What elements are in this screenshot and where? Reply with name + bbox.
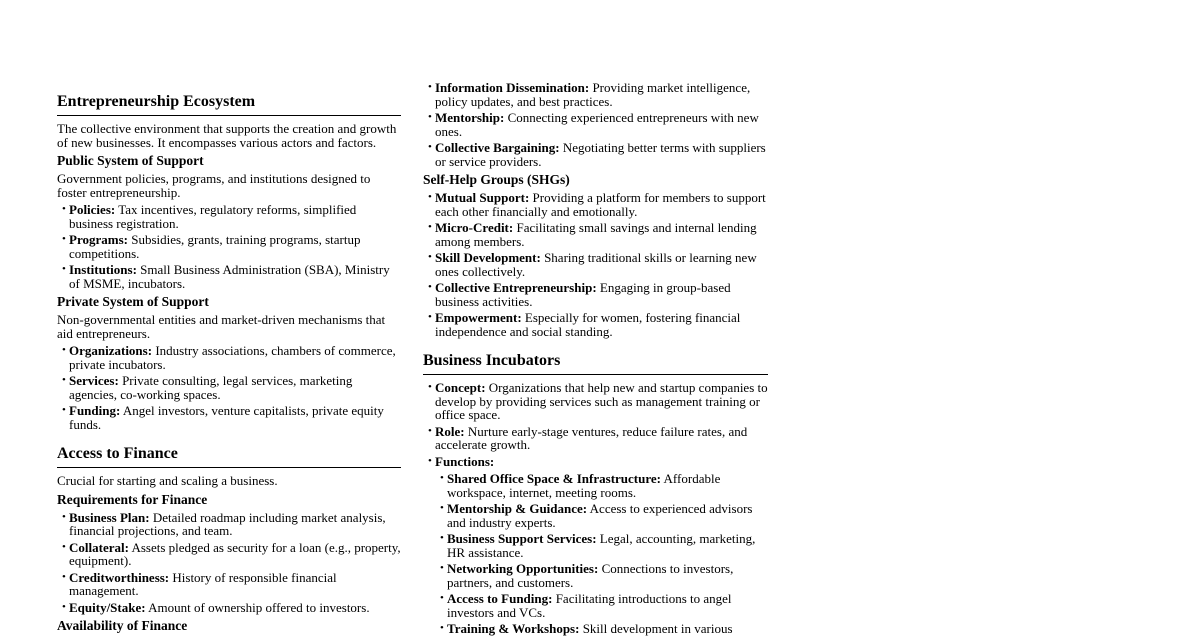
requirements-list xyxy=(57,511,401,615)
subsection-title-requirements: Requirements for Finance xyxy=(57,491,208,507)
list-item: • Creditworthiness: History of responsible financial management. xyxy=(57,571,401,598)
list-item: • Services: Private consulting, legal services, marketing agencies, co-working spaces. xyxy=(57,374,401,401)
list-item: • Funding: Angel investors, venture capitalists, private equity funds. xyxy=(57,404,401,431)
support-functions-list xyxy=(423,81,768,168)
list-item: • Institutions: Small Business Administration (SBA), Ministry of MSME, incubators. xyxy=(57,263,401,290)
section-title-finance: Access to Finance xyxy=(57,445,401,468)
middle-column xyxy=(423,81,768,640)
public-list xyxy=(57,203,401,290)
list-item: • Mentorship & Guidance: Access to experienced advisors and industry experts. xyxy=(435,502,768,529)
incubator-functions-list xyxy=(423,472,768,636)
incubators-list xyxy=(423,381,768,468)
list-item: • Access to Funding: Facilitating introductions to angel investors and VCs. xyxy=(435,592,768,619)
list-item: • Collective Bargaining: Negotiating better terms with suppliers or service providers. xyxy=(423,141,768,168)
list-item: • Role: Nurture early-stage ventures, reduce failure rates, and accelerate growth. xyxy=(423,425,768,452)
list-item: • Collateral: Assets pledged as security for a loan (e.g., property, equipment). xyxy=(57,541,401,568)
list-item: • Collective Entrepreneurship: Engaging in group-based business activities. xyxy=(423,281,768,308)
section-title-ecosystem: Entrepreneurship Ecosystem xyxy=(57,93,401,116)
list-item: • Business Support Services: Legal, accounting, marketing, HR assistance. xyxy=(435,532,768,559)
list-item: • Empowerment: Especially for women, fostering financial independence and social standing. xyxy=(423,311,768,338)
list-item: • Organizations: Industry associations, chambers of commerce, private incubators. xyxy=(57,344,401,371)
list-item: • Mentorship: Connecting experienced entrepreneurs with new ones. xyxy=(423,111,768,138)
subsection-title-private: Private System of Support xyxy=(57,294,209,309)
list-item: • Concept: Organizations that help new and startup companies to develop by providing services such as management training or office space. xyxy=(423,381,768,422)
list-item: • Networking Opportunities: Connections to investors, partners, and customers. xyxy=(435,562,768,589)
list-item: • Functions: xyxy=(423,455,768,469)
list-item: • Mutual Support: Providing a platform for members to support each other financially and emotionally. xyxy=(423,191,768,218)
section-title-incubators: Business Incubators xyxy=(423,352,768,375)
list-item: • Shared Office Space & Infrastructure: Affordable workspace, internet, meeting rooms. xyxy=(435,472,768,499)
subsection-title-availability: Availability of Finance xyxy=(57,618,188,633)
ecosystem-description: The collective environment that supports the creation and growth of new businesses. It encompasses various actors and factors. xyxy=(57,121,397,150)
private-description: Non-governmental entities and market-driven mechanisms that aid entrepreneurs. xyxy=(57,312,386,341)
list-item: • Information Dissemination: Providing market intelligence, policy updates, and best practices. xyxy=(423,81,768,108)
list-item: • Business Plan: Detailed roadmap including market analysis, financial projections, and team. xyxy=(57,511,401,538)
list-item: • Equity/Stake: Amount of ownership offered to investors. xyxy=(57,601,401,615)
list-item: • Skill Development: Sharing traditional skills or learning new ones collectively. xyxy=(423,251,768,278)
subsection-title-public: Public System of Support xyxy=(57,153,204,168)
list-item: • Programs: Subsidies, grants, training programs, startup competitions. xyxy=(57,233,401,260)
shg-list xyxy=(423,191,768,338)
subsection-title-shg: Self-Help Groups (SHGs) xyxy=(423,172,570,187)
list-item: • Policies: Tax incentives, regulatory reforms, simplified business registration. xyxy=(57,203,401,230)
finance-description: Crucial for starting and scaling a business. xyxy=(57,473,278,488)
private-list xyxy=(57,344,401,431)
list-item: • Micro-Credit: Facilitating small savings and internal lending among members. xyxy=(423,221,768,248)
list-item: • Training & Workshops: Skill development in various xyxy=(435,622,768,636)
public-description: Government policies, programs, and institutions designed to foster entrepreneurship. xyxy=(57,171,371,200)
left-column xyxy=(57,93,401,637)
